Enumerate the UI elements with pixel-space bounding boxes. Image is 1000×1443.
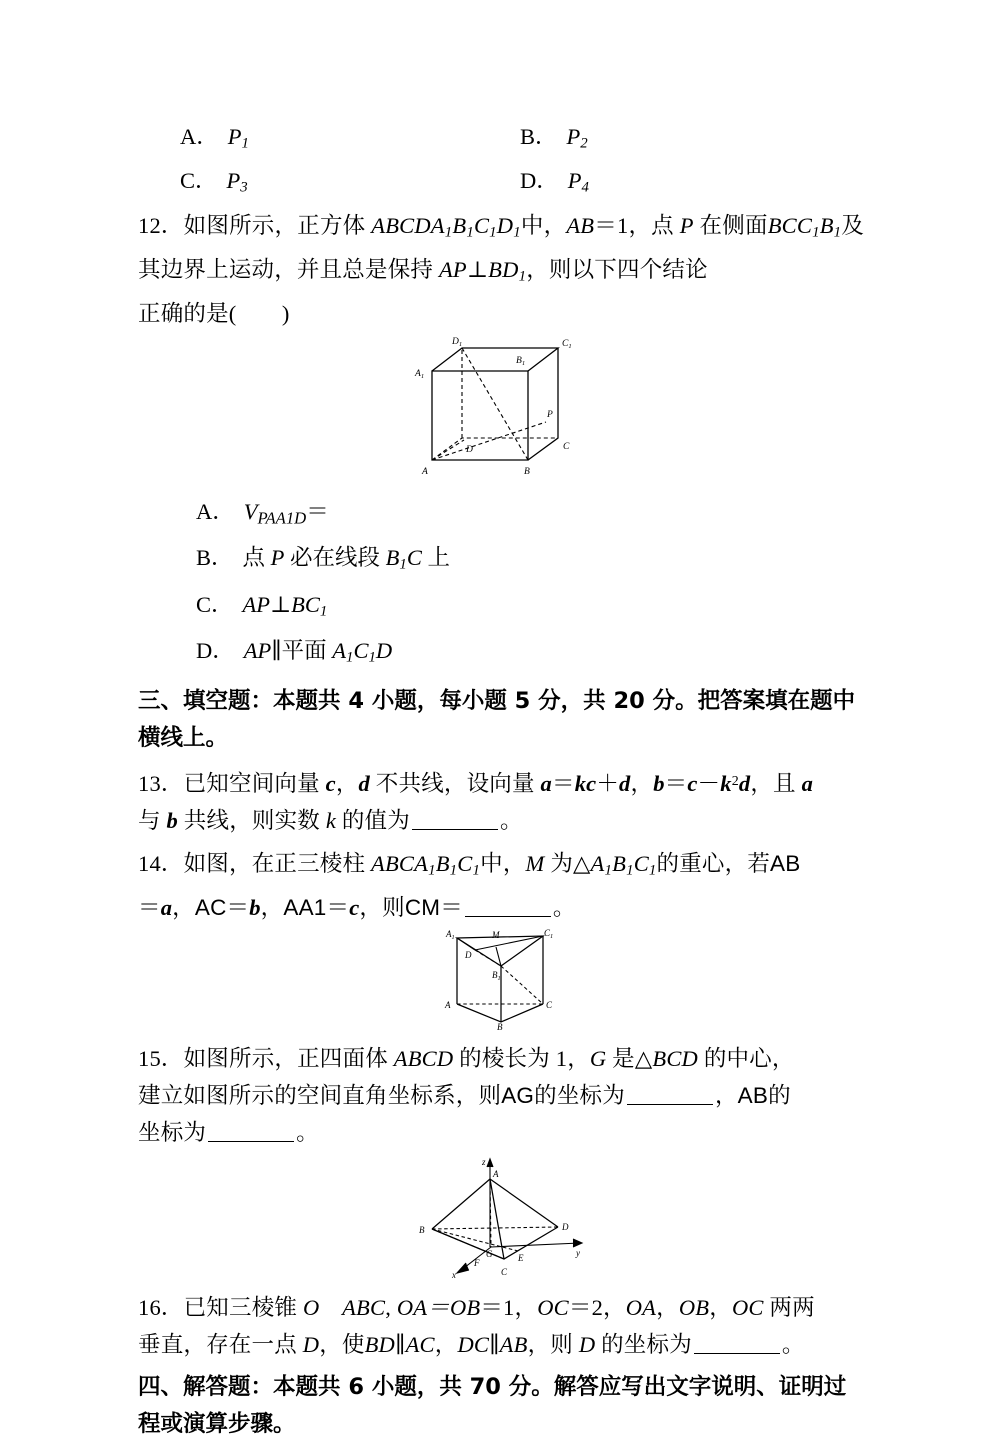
q12-solid-sub1: 1 [444,223,453,240]
q14-prism-b: B [435,851,450,877]
tetra-label-B: B [419,1225,425,1236]
q13-t7: ＝ [664,771,688,797]
q15-figure-wrapper [138,1151,864,1279]
q11-option-b-label: B． [520,124,558,149]
q12-option-b-seg2: C [406,545,422,571]
q12-solid-d: D [496,212,514,238]
q12-option-d-t2: 平面 [281,637,333,663]
q16-t5: ＝2， [568,1295,626,1321]
q14-answer-blank[interactable] [465,895,551,917]
q12-face-b: BCC [767,212,813,238]
cube-label-C1: $C_1$ [562,339,572,351]
tetra-axis-x: x [452,1270,456,1280]
q14-cm: CM [404,895,441,921]
q13-vec-d: d [358,771,370,797]
q13-vec-a: a [540,771,552,797]
q11-option-a-value: P [227,124,242,149]
q16-t4: ＝1， [480,1295,538,1321]
q11-option-c-value: P [226,168,241,194]
q12-option-d-sub2: 1 [368,649,376,666]
q16-d: D [302,1332,320,1358]
question-15-line3 [138,1114,864,1151]
section-3-heading-line2: 横线上。 [138,725,229,752]
question-12-stem-line3 [138,295,864,332]
section-4-heading-line1: 四、解答题：本题共 6 小题，共 70 分。解答应写出文字说明、证明过 [138,1374,847,1401]
q12-ab-value: ＝1 [594,212,629,238]
q12-option-d-t3: A [332,637,347,663]
q16-t8: 两两 [763,1295,815,1321]
q14-t10: ，则 [359,895,405,921]
q14-aa1: AA1 [283,895,327,921]
q16-t2 [319,1295,342,1320]
q15-ab: AB [737,1083,769,1109]
q12-option-a-v: V [243,499,258,525]
cube-label-B: B [524,467,530,478]
q15-t7: ， [714,1083,738,1109]
q14-vec-b: b [249,895,261,921]
q12-figure-wrapper [138,332,864,482]
q14-t8: ， [260,895,284,921]
q13-t6: ， [630,771,654,797]
q14-tri-a: A [590,851,605,877]
tetrahedron-figure [408,1151,594,1279]
q16-oa-ob: OA＝OB [396,1295,481,1321]
question-15 [138,1040,864,1077]
q15-tetra: ABCD [393,1046,454,1072]
prism-figure [435,926,567,1030]
question-14 [138,845,864,889]
section-4-heading-line2: 程或演算步骤。 [138,1411,296,1438]
prism-label-C: C [546,1000,553,1011]
q12-option-b-t2: 必在线段 [284,545,386,571]
q16-t13: 的坐标为 [595,1332,692,1358]
q15-g: G [589,1046,607,1072]
q14-t5: ＝ [138,895,161,921]
q12-face-sub1: 1 [812,223,820,240]
q13-c2: c [687,771,698,797]
question-15-line2 [138,1077,864,1114]
q13-t10: 与 [138,808,167,834]
q12-option-a-eq: ＝ [306,499,329,525]
q12-solid-sub4: 1 [513,223,521,240]
tetra-label-E: E [518,1253,524,1264]
q11-options-row-cd [138,162,864,206]
q15-t10: 。 [296,1120,319,1146]
q11-options-row-ab [138,118,864,162]
q16-number: 16． [138,1295,184,1321]
q14-p-sub1: 1 [428,862,436,879]
q12-ab: AB [566,212,595,238]
q11-option-a[interactable] [138,118,478,162]
question-16-line2 [138,1326,864,1363]
q12-option-d-sub1: 1 [346,649,354,666]
q13-t8: － [697,771,721,797]
q16-t6: ， [656,1295,679,1321]
q15-t8: 的 [768,1083,791,1109]
q14-t7: ＝ [226,895,250,921]
prism-label-B1: $B_1$ [492,970,501,983]
q15-ag: AG [501,1083,535,1109]
cube-label-D: D [466,445,473,456]
q11-option-c-label: C． [180,168,218,194]
q12-option-c-text: AP⊥BC [242,591,320,617]
cube-label-A: A [422,467,428,478]
q11-option-d-value: P [567,168,582,194]
q16-t11: ， [434,1332,458,1358]
q15-t9: 坐标为 [138,1120,207,1146]
q12-solid-c: C [473,212,490,238]
q12-option-c[interactable] [138,585,864,631]
q12-option-c-label: C． [196,591,234,617]
q12-face-sub2: 1 [833,223,842,240]
q13-d2: d [619,771,631,797]
q15-t5: 建立如图所示的空间直角坐标系，则 [138,1083,502,1109]
q14-m: M [525,851,545,877]
prism-label-C1: $C_1$ [544,928,554,941]
q14-p-sub3: 1 [472,862,481,879]
q12-number: 12． [138,212,184,238]
cube-label-A1: $A_1$ [415,369,425,381]
q15-answer-blank-2[interactable] [208,1120,294,1142]
q12-solid-name: ABCDA [371,212,445,238]
q15-t6: 的坐标为 [534,1083,625,1109]
q11-option-d[interactable] [478,162,818,206]
tetra-label-F: F [474,1258,480,1269]
q13-t2: ， [335,771,359,797]
q14-ab: AB [770,851,801,877]
q12-option-d-t5: D [375,637,393,663]
q12-option-c-sub: 1 [319,602,328,619]
q16-d2: D [578,1332,596,1358]
q12-option-b-sub: 1 [399,556,407,573]
q13-k: k [325,808,337,834]
cube-label-D1: $D_1$ [452,337,463,349]
q16-o: O [302,1295,320,1321]
q13-k2: k [720,771,732,797]
q16-t14: 。 [781,1332,805,1358]
q14-vec-a: a [160,895,173,921]
q16-oc2: OC [731,1295,764,1321]
q13-kc: kc [574,771,597,797]
question-12-stem [138,207,864,296]
tetra-axis-y: y [576,1248,580,1259]
q13-a2: a [801,771,814,797]
prism-label-D: D [465,950,472,961]
q15-t1: 如图所示，正四面体 [183,1046,394,1072]
q11-option-b[interactable] [478,118,818,162]
q14-number: 14． [138,851,184,877]
q15-t4: 的中心， [698,1046,795,1072]
page-content [138,118,864,1443]
q16-t7: ， [709,1295,732,1321]
q14-tri-b: B [612,851,627,877]
q12-point-p: P [679,212,694,238]
q16-bd-ac: BD∥AC [364,1332,435,1358]
tetra-label-C: C [501,1267,508,1278]
cube-label-B1: $B_1$ [516,356,526,368]
q12-solid-b: B [452,212,467,238]
q13-t5: ＋ [596,771,620,797]
cube-label-C: C [563,442,570,453]
q12-face-b2: B [819,212,834,238]
q14-t-sub1: 1 [604,862,613,879]
q16-t10: ，使 [319,1332,365,1358]
q14-t3: 为△ [544,851,591,877]
q14-ac: AC [194,895,227,921]
q15-number: 15． [138,1046,184,1072]
q12-text-7: 正确的是( ) [138,301,290,327]
q12-option-b-p: P [270,545,285,571]
q11-option-d-sub: 4 [581,179,589,196]
q14-t-sub3: 1 [648,862,657,879]
q16-t12: ，则 [527,1332,579,1358]
prism-label-A: A [445,1000,451,1011]
q12-condition: AP⊥BD [438,256,519,282]
q12-option-b-t1: 点 [242,545,271,571]
q14-t4: 的重心，若 [656,851,771,877]
q13-t13: 。 [499,808,523,834]
question-13-line2 [138,802,864,839]
q12-text-1: 如图所示，正方体 [183,212,372,238]
q12-option-d[interactable] [138,631,864,677]
q12-option-a-label: A． [196,499,235,525]
q15-t3: 是△ [606,1046,653,1072]
q14-prism-c: C [457,851,473,877]
q14-tri-c: C [633,851,649,877]
question-14-line2 [138,889,864,926]
q16-t1: 已知三棱锥 [183,1295,303,1321]
q13-vec-b: b [653,771,665,797]
q12-condition-sub: 1 [518,268,527,285]
q16-answer-blank[interactable] [694,1332,780,1354]
q12-option-b-label: B． [196,545,234,571]
q13-t4: ＝ [552,771,575,797]
q14-t11: ＝ [440,895,463,921]
question-16 [138,1289,864,1326]
q12-option-d-t1: AP∥ [243,637,282,663]
q14-t1: 如图，在正三棱柱 [183,851,372,877]
q15-t2: 的棱长为 1， [453,1046,590,1072]
q13-b2: b [166,808,178,834]
q15-answer-blank-1[interactable] [627,1083,713,1105]
q13-answer-blank[interactable] [412,808,498,830]
q13-vec-c: c [325,771,336,797]
q15-bcd: BCD [652,1046,698,1072]
tetra-label-G: G [486,1249,493,1260]
q14-prism: ABCA [371,851,429,877]
q13-t12: 的值为 [336,808,410,834]
q12-option-a[interactable] [138,492,864,538]
q16-oc: OC [537,1295,569,1321]
q13-d3: d [738,771,751,797]
question-13 [138,763,864,802]
cube-label-P: P [547,410,553,421]
prism-label-A1: $A_1$ [446,929,455,942]
q12-option-d-label: D． [196,637,235,663]
prism-label-M: M [492,930,500,941]
q14-p-sub2: 1 [449,862,458,879]
q12-option-b-seg: B [385,545,400,571]
q13-t1: 已知空间向量 [183,771,326,797]
q16-t9: 垂直，存在一点 [138,1332,303,1358]
q12-text-3: ，点 [628,212,680,238]
q12-text-5: 及其边界上运动，并且总是保持 [138,212,865,282]
tetra-label-A: A [493,1169,499,1180]
tetra-axis-z: z [482,1157,486,1168]
q12-text-2: 中， [520,212,567,238]
q13-t11: 共线，则实数 [177,808,326,834]
q12-option-d-t4: C [353,637,369,663]
q12-option-a-sub: PAA1D [257,508,307,528]
tetra-label-D: D [562,1222,569,1233]
q14-t2: 中， [480,851,526,877]
q16-oa: OA [625,1295,657,1321]
cube-figure [406,332,596,482]
q11-option-c[interactable] [138,162,478,206]
q11-option-d-label: D． [520,168,559,194]
prism-label-B: B [497,1022,503,1031]
q13-t9: ，且 [750,771,802,797]
q14-t12: 。 [552,895,576,921]
q12-option-b[interactable] [138,538,864,584]
q11-option-a-sub: 1 [241,135,249,152]
q13-number: 13． [138,771,184,797]
q11-option-a-label: A． [180,124,219,149]
q12-solid-sub2: 1 [466,223,474,240]
q16-dc-ab: DC∥AB [457,1332,528,1358]
q14-t-sub2: 1 [626,862,634,879]
q13-k2-sup: 2 [731,774,739,790]
q14-t9: ＝ [326,895,350,921]
q12-option-b-t3: 上 [421,545,450,571]
q13-t3: 不共线，设向量 [369,771,541,797]
q12-text-6: ，则以下四个结论 [526,256,708,282]
q12-solid-sub3: 1 [489,223,497,240]
q16-t3: , [385,1295,397,1321]
q11-option-c-sub: 3 [240,179,248,196]
q16-abc: ABC [342,1295,386,1321]
q12-text-4: 在侧面 [693,212,768,238]
q14-vec-c: c [349,895,360,921]
q14-figure-wrapper [138,926,864,1030]
section-3-heading-line1: 三、填空题：本题共 4 小题，每小题 5 分，共 20 分。把答案填在题中 [138,688,856,715]
q11-option-b-value: P [566,124,581,149]
q14-t6: ， [172,895,195,921]
q16-ob: OB [678,1295,710,1321]
q11-option-b-sub: 2 [580,135,588,152]
